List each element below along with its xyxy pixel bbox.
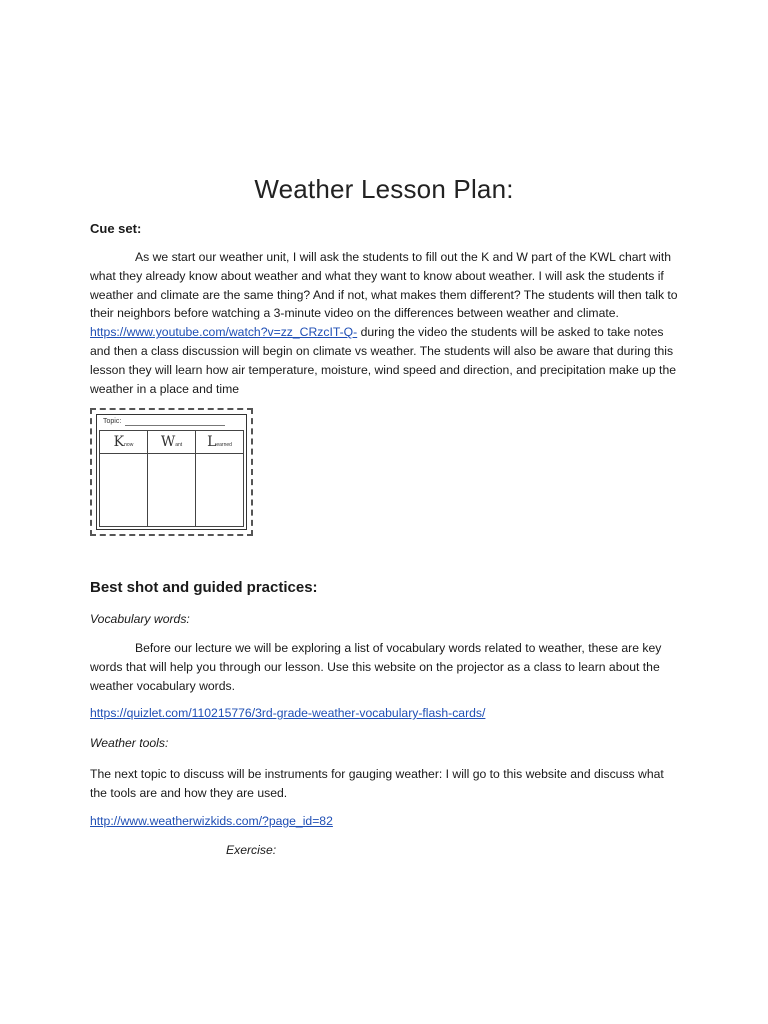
- kwl-word-want: ant: [175, 442, 183, 448]
- kwl-header-learned: [196, 431, 243, 453]
- kwl-letter-k: K: [113, 434, 125, 450]
- kwl-column-know: [100, 452, 148, 526]
- kwl-letter-l: L: [207, 434, 217, 450]
- cue-set-heading: Cue set:: [90, 221, 142, 236]
- vocabulary-paragraph: [90, 639, 680, 695]
- kwl-header-row: [99, 430, 244, 454]
- kwl-column-learned: [196, 452, 243, 526]
- kwl-body-row: [99, 452, 244, 527]
- weather-tools-paragraph: [90, 765, 680, 803]
- kwl-chart-image: [90, 408, 253, 536]
- kwl-word-know: now: [124, 442, 134, 448]
- weather-tools-label: Weather tools:: [90, 736, 169, 750]
- kwl-chart-frame: [96, 414, 247, 530]
- weatherwizkids-link[interactable]: http://www.weatherwizkids.com/?page_id=82: [90, 814, 333, 828]
- best-shot-heading: Best shot and guided practices:: [90, 579, 318, 596]
- kwl-word-learned: earned: [216, 442, 232, 448]
- cue-set-paragraph: [90, 248, 680, 398]
- kwl-column-want: [148, 452, 196, 526]
- quizlet-link[interactable]: https://quizlet.com/110215776/3rd-grade-weather-vocabulary-flash-cards/: [90, 706, 486, 720]
- kwl-topic-label: Topic:: [103, 418, 122, 425]
- youtube-video-link[interactable]: https://www.youtube.com/watch?v=zz_CRzcIT-Q-: [90, 325, 358, 340]
- exercise-label: Exercise:: [226, 843, 277, 857]
- vocabulary-words-label: Vocabulary words:: [90, 612, 190, 626]
- kwl-topic-line: [125, 425, 225, 426]
- vocabulary-text: Before our lecture we will be exploring a list of vocabulary words related to weather, these are key words that will help you through our lesson. Use this website on the projector as a class to learn about the weather vocabulary words.: [90, 641, 662, 693]
- cue-set-text-after: during the video the students will be asked to take notes and then a class discussion will begin on climate vs weather. The students will also be aware that during this lesson they will learn how air temperature, moisture, wind speed and direction, and precipitation make up the weather in a place and time: [90, 325, 676, 396]
- kwl-header-want: [148, 431, 196, 453]
- kwl-header-know: [100, 431, 148, 453]
- cue-set-text-before: As we start our weather unit, I will ask the students to fill out the K and W part of the KWL chart with what they already know about weather and what they want to know about weather. I will ask the students if weather and climate are the same thing? And if not, what makes them different? The students will then talk to their neighbors before watching a 3-minute video on the differences between weather and climate.: [90, 250, 678, 321]
- kwl-letter-w: W: [160, 434, 176, 450]
- page-title: Weather Lesson Plan:: [254, 174, 514, 204]
- weather-tools-text: The next topic to discuss will be instruments for gauging weather: I will go to this website and discuss what the tools are and how they are used.: [90, 767, 664, 800]
